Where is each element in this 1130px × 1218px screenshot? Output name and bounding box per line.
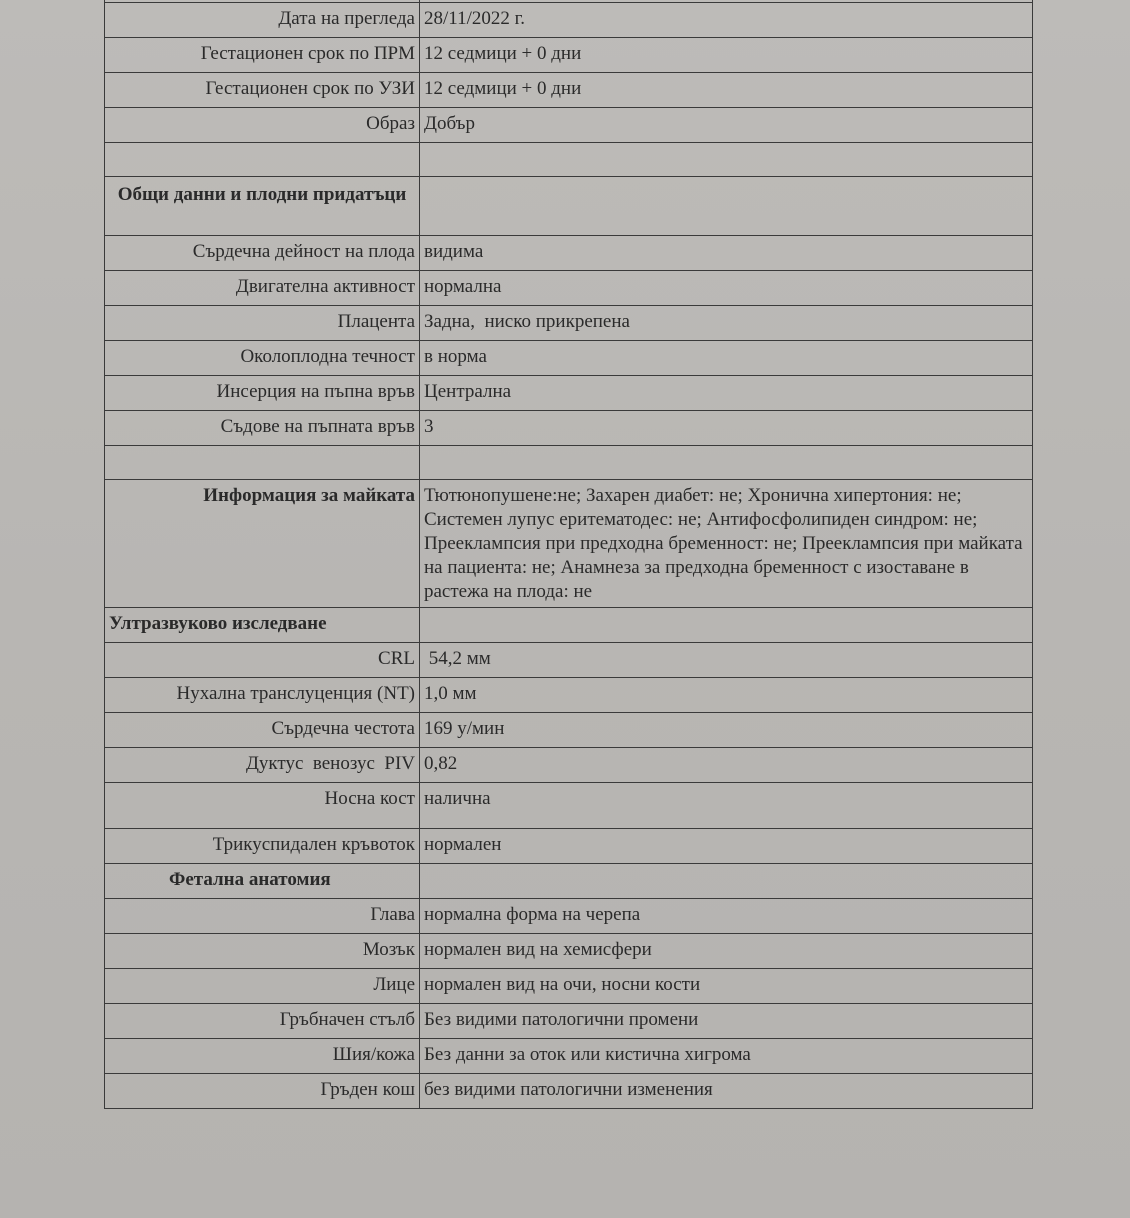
cord-insertion-value: Централна (420, 376, 1033, 411)
gestation-lmp-label: Гестационен срок по ПРМ (105, 38, 420, 73)
ductus-venosus-value: 0,82 (420, 748, 1033, 783)
heart-rate-value: 169 у/мин (420, 713, 1033, 748)
chest-value: без видими патологични изменения (420, 1074, 1033, 1109)
table-row (105, 1074, 1033, 1109)
cord-insertion-label: Инсерция на пъпна връв (105, 376, 420, 411)
head-value: нормална форма на черепа (420, 899, 1033, 934)
section-ultrasound-heading: Ултразвуково изследване (105, 608, 420, 643)
table-row (105, 108, 1033, 143)
neck-skin-value: Без данни за оток или кистична хигрома (420, 1039, 1033, 1074)
table-row (105, 271, 1033, 306)
table-row (105, 376, 1033, 411)
table-row (105, 38, 1033, 73)
table-row (105, 341, 1033, 376)
placenta-value: Задна, ниско прикрепена (420, 306, 1033, 341)
cord-vessels-label: Съдове на пъпната връв (105, 411, 420, 446)
mother-info-label: Информация за майката (105, 480, 420, 608)
table-row (105, 73, 1033, 108)
nasal-bone-value: налична (420, 783, 1033, 829)
spine-label: Гръбначен стълб (105, 1004, 420, 1039)
heart-rate-label: Сърдечна честота (105, 713, 420, 748)
section-heading-row (105, 177, 1033, 236)
motor-activity-label: Двигателна активност (105, 271, 420, 306)
brain-label: Мозък (105, 934, 420, 969)
face-label: Лице (105, 969, 420, 1004)
ductus-venosus-label: Дуктус венозус PIV (105, 748, 420, 783)
tricuspid-flow-label: Трикуспидален кръвоток (105, 829, 420, 864)
exam-date-value: 28/11/2022 г. (420, 3, 1033, 38)
table-row (105, 1039, 1033, 1074)
table-row (105, 748, 1033, 783)
tricuspid-flow-value: нормален (420, 829, 1033, 864)
amniotic-fluid-label: Околоплодна течност (105, 341, 420, 376)
fetal-heart-activity-value: видима (420, 236, 1033, 271)
gestation-us-value: 12 седмици + 0 дни (420, 73, 1033, 108)
crl-label: CRL (105, 643, 420, 678)
table-row (105, 236, 1033, 271)
table-row (105, 713, 1033, 748)
gestation-us-label: Гестационен срок по УЗИ (105, 73, 420, 108)
section-anatomy-heading: Фетална анатомия (105, 864, 420, 899)
nuchal-translucency-label: Нухална транслуценция (NT) (105, 678, 420, 713)
motor-activity-value: нормална (420, 271, 1033, 306)
head-label: Глава (105, 899, 420, 934)
face-value: нормален вид на очи, носни кости (420, 969, 1033, 1004)
table-row-empty (105, 143, 1033, 177)
fetal-heart-activity-label: Сърдечна дейност на плода (105, 236, 420, 271)
table-row (105, 643, 1033, 678)
brain-value: нормален вид на хемисфери (420, 934, 1033, 969)
mother-info-value: Тютюнопушене:не; Захарен диабет: не; Хронична хипертония: не; Системен лупус еритематодес: не; Антифосфолипиден синдром: не; Прееклампсия при предходна бременност: не; Прееклампсия при майката на пациента: не; Анамнеза за предходна бременност с изоставане в растежа на плода: не (420, 480, 1033, 608)
table-row (105, 3, 1033, 38)
table-row (105, 934, 1033, 969)
table-row (105, 678, 1033, 713)
image-quality-label: Образ (105, 108, 420, 143)
table-row (105, 411, 1033, 446)
placenta-label: Плацента (105, 306, 420, 341)
table-row (105, 969, 1033, 1004)
nuchal-translucency-value: 1,0 мм (420, 678, 1033, 713)
table-row (105, 899, 1033, 934)
gestation-lmp-value: 12 седмици + 0 дни (420, 38, 1033, 73)
amniotic-fluid-value: в норма (420, 341, 1033, 376)
table-row (105, 829, 1033, 864)
section-general-heading: Общи данни и плодни придатъци (105, 177, 420, 236)
spine-value: Без видими патологични промени (420, 1004, 1033, 1039)
nasal-bone-label: Носна кост (105, 783, 420, 829)
table-row (105, 306, 1033, 341)
image-quality-value: Добър (420, 108, 1033, 143)
crl-value: 54,2 мм (420, 643, 1033, 678)
neck-skin-label: Шия/кожа (105, 1039, 420, 1074)
table-row (105, 480, 1033, 608)
chest-label: Гръден кош (105, 1074, 420, 1109)
table-row (105, 783, 1033, 829)
table-row (105, 1004, 1033, 1039)
table-row-empty (105, 446, 1033, 480)
section-heading-row (105, 608, 1033, 643)
cord-vessels-value: 3 (420, 411, 1033, 446)
section-heading-row (105, 864, 1033, 899)
ultrasound-report-table (104, 0, 1033, 1109)
exam-date-label: Дата на прегледа (105, 3, 420, 38)
